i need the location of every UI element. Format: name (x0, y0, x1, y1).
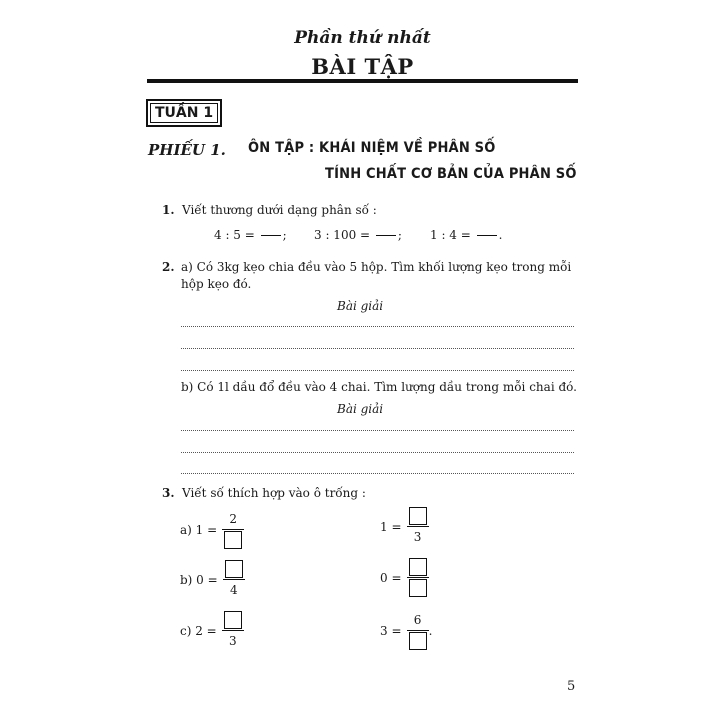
week-badge (146, 99, 222, 127)
answer-box[interactable] (225, 560, 243, 578)
answer-box[interactable] (409, 558, 427, 576)
sheet-label: PHIẾU 1. (148, 141, 226, 159)
q2-number: 2. (162, 260, 175, 274)
fraction: 4 (223, 559, 245, 600)
q3-item-c: c) 2 = 3 (180, 610, 244, 651)
q1-text: Viết thương dưới dạng phân số : (182, 203, 377, 217)
q3-text: Viết số thích hợp vào ô trống : (182, 486, 366, 500)
fraction: 3 (407, 506, 429, 547)
answer-line[interactable] (181, 430, 574, 431)
sheet-title-line2: TÍNH CHẤT CƠ BẢN CỦA PHÂN SỐ (325, 166, 577, 182)
fraction (407, 557, 429, 598)
q3-item-right-2: 0 = (380, 557, 429, 598)
page-number: 5 (567, 679, 576, 694)
q3-number: 3. (162, 486, 175, 500)
answer-blank[interactable] (261, 235, 281, 236)
answer-line[interactable] (181, 473, 574, 474)
answer-line[interactable] (181, 452, 574, 453)
answer-box[interactable] (224, 611, 242, 629)
sheet-title-line1: ÔN TẬP : KHÁI NIỆM VỀ PHÂN SỐ (248, 140, 496, 156)
title-rule (147, 79, 578, 83)
answer-line[interactable] (181, 326, 574, 327)
answer-line[interactable] (181, 370, 574, 371)
fraction: 6 (407, 610, 429, 651)
q3-item-a: a) 1 = 2 (180, 509, 244, 550)
answer-box[interactable] (409, 579, 427, 597)
q1-expression-3: 1 : 4 = . (430, 228, 503, 242)
q3-item-right-3: 3 = 6 . (380, 610, 432, 651)
solution-label-b: Bài giải (337, 402, 384, 416)
answer-blank[interactable] (477, 235, 497, 236)
q3-item-b: b) 0 = 4 (180, 559, 245, 600)
q1-number: 1. (162, 203, 175, 217)
q3-item-right-1: 1 = 3 (380, 506, 429, 547)
week-label: TUẦN 1 (150, 103, 218, 123)
answer-box[interactable] (409, 507, 427, 525)
q1-expression-1: 4 : 5 = ; (214, 228, 287, 242)
q2-part-a-line2: hộp kẹo đó. (181, 277, 252, 291)
fraction: 2 (222, 509, 244, 550)
q2-part-a-line1: a) Có 3kg kẹo chia đều vào 5 hộp. Tìm khối lượng kẹo trong mỗi (181, 260, 572, 274)
q2-part-b: b) Có 1l dầu đổ đều vào 4 chai. Tìm lượng dầu trong mỗi chai đó. (181, 380, 577, 394)
q1-expression-2: 3 : 100 = ; (314, 228, 402, 242)
answer-box[interactable] (409, 632, 427, 650)
fraction: 3 (222, 610, 244, 651)
answer-blank[interactable] (376, 235, 396, 236)
answer-box[interactable] (224, 531, 242, 549)
part-title: Phần thứ nhất (294, 28, 431, 48)
solution-label-a: Bài giải (337, 299, 384, 313)
answer-line[interactable] (181, 348, 574, 349)
main-title: BÀI TẬP (311, 54, 414, 79)
